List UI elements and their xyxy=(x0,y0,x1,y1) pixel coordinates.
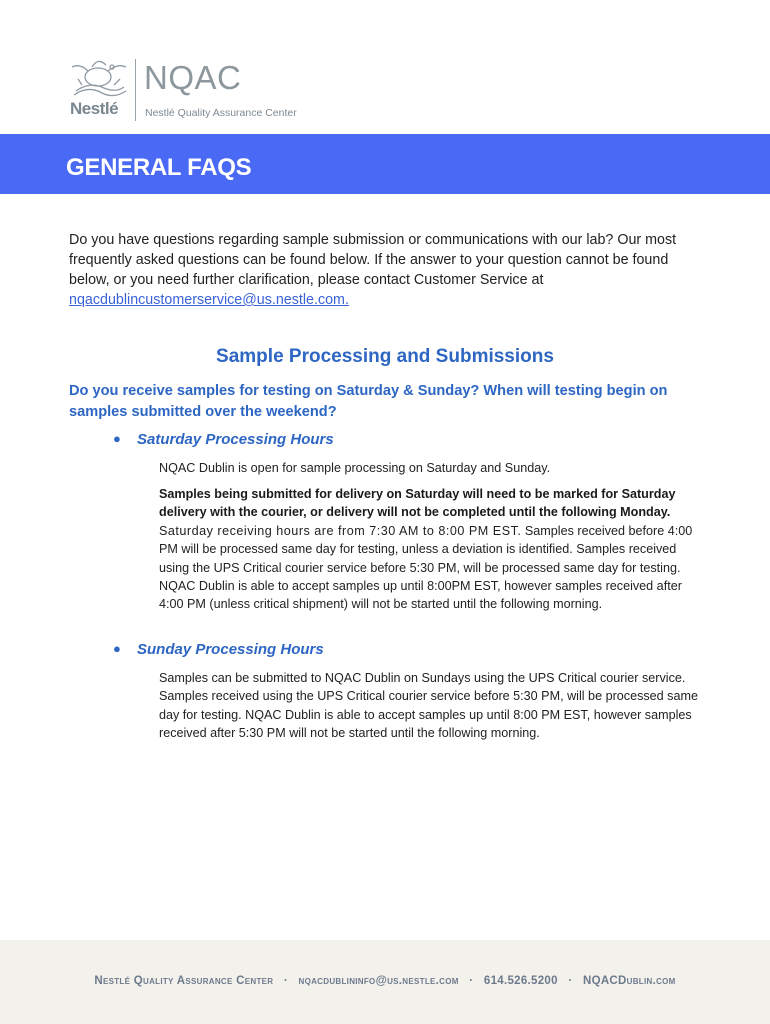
title-banner xyxy=(0,134,770,194)
nestle-nest-icon xyxy=(68,55,130,99)
sunday-details-text: Samples can be submitted to NQAC Dublin on Sundays using the UPS Critical courier service. Samples received using the UPS Critical courier service before 5:30 PM, will be processed same day for testing. NQAC Dublin is able to accept samples up until 8:00 PM EST, however samples received after 5:30 PM will not be started until the following morning. xyxy=(159,671,698,741)
footer-email-link[interactable]: nqacdublininfo@us.nestle.com xyxy=(298,975,459,987)
footer-separator: · xyxy=(469,975,474,987)
footer-phone: 614.526.5200 xyxy=(483,975,558,987)
bullet-icon: ● xyxy=(113,431,121,446)
saturday-processing-details: Samples received before 4:00 PM will be processed same day for testing, unless a deviation is identified. Samples received using the UPS Critical courier service before 5:30 PM, will be processed same day for testing. NQAC Dublin is able to accept samples up until 8:00PM EST, however samples received after 4:00 PM (unless critical shipment) will not be started until the following morning. xyxy=(159,523,693,612)
nqac-logo xyxy=(66,55,306,123)
page-footer xyxy=(0,940,770,1024)
saturday-intro-text: NQAC Dublin is open for sample processing on Saturday and Sunday. xyxy=(159,461,551,475)
faq-question: Do you receive samples for testing on Saturday & Sunday? When will testing begin on samples submitted over the weekend? xyxy=(69,383,668,420)
nqac-wordmark: NQAC xyxy=(144,59,242,96)
footer-website-link[interactable]: NQACDublin.com xyxy=(582,975,676,987)
page-title: GENERAL FAQS xyxy=(66,154,252,181)
footer-org-name: Nestlé Quality Assurance Center xyxy=(94,975,274,987)
footer-separator: · xyxy=(283,975,288,987)
bullet-label: Saturday Processing Hours xyxy=(137,431,334,448)
saturday-details-text xyxy=(159,485,704,614)
intro-text: Do you have questions regarding sample submission or communications with our lab? Our most frequently asked questions can be found below. If the answer to your question cannot be found below, or you need further clarification, please contact Customer Service at xyxy=(69,232,677,288)
bullet-icon: ● xyxy=(113,641,121,656)
saturday-delivery-note: Samples being submitted for delivery on Saturday will need to be marked for Saturday delivery with the courier, or delivery will not be completed until the following Monday. xyxy=(159,487,676,520)
intro-paragraph xyxy=(69,230,709,310)
bullet-label: Sunday Processing Hours xyxy=(137,641,324,658)
customer-service-email-link[interactable]: nqacdublincustomerservice@us.nestle.com. xyxy=(69,292,349,308)
saturday-receiving-hours: Saturday receiving hours are from 7:30 AM to 8:00 PM EST. xyxy=(159,523,522,538)
footer-separator: · xyxy=(568,975,573,987)
logo-divider xyxy=(135,59,136,121)
logo-subtitle: Nestlé Quality Assurance Center xyxy=(145,107,297,119)
nestle-wordmark: Nestlé xyxy=(70,99,119,118)
section-title: Sample Processing and Submissions xyxy=(216,346,554,367)
footer-contact-line xyxy=(0,975,770,987)
